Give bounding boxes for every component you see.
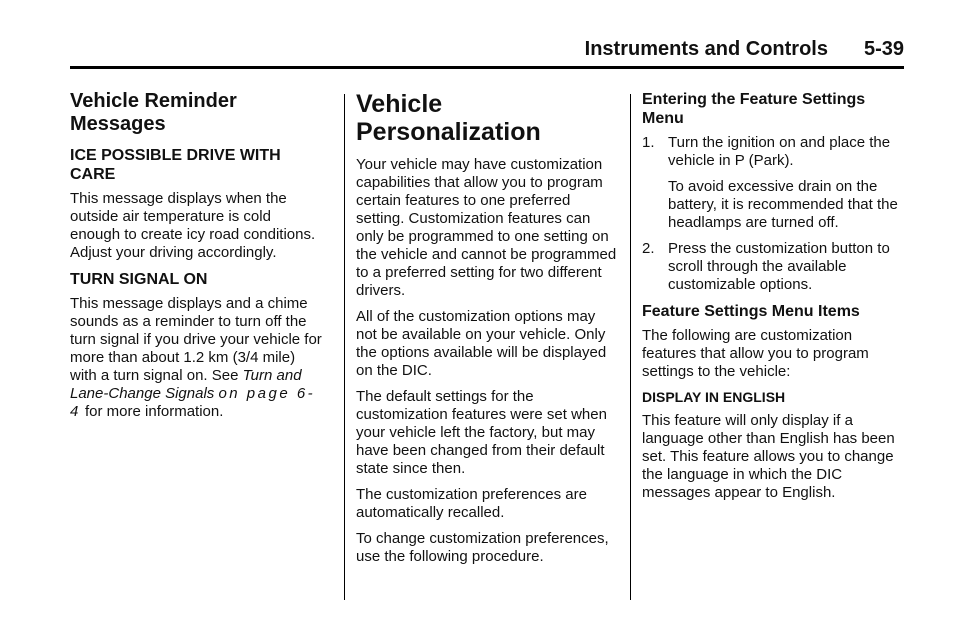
- step-number: 2.: [642, 240, 655, 257]
- section-title: Instruments and Controls: [584, 38, 828, 60]
- text: This message displays and a chime sounds as a reminder to turn off the turn signal if you drive your vehicle for more than about 1.2 km (3/4 mile) with a turn signal on. See: [70, 295, 322, 384]
- list-item: [642, 240, 904, 294]
- cross-reference-link[interactable]: Turn and Lane-Change Signals: [70, 367, 302, 402]
- text: for more information.: [80, 403, 224, 420]
- procedure-list: [642, 134, 904, 294]
- column-left: [70, 90, 322, 429]
- step-text: Press the customization button to scroll through the available customizable options.: [668, 240, 890, 293]
- heading-vehicle-reminder: Vehicle Reminder Messages: [70, 90, 237, 135]
- paragraph: The default settings for the customization features were set when your vehicle left the factory, but may have been changed from their default state since then.: [356, 388, 607, 477]
- page-header: [70, 38, 904, 69]
- paragraph: This message displays when the outside air temperature is cold enough to create icy road conditions. Adjust your driving accordingly.: [70, 190, 316, 261]
- column-right: [642, 90, 904, 510]
- step-number: 1.: [642, 134, 655, 151]
- subheading-ice-warning: ICE POSSIBLE DRIVE WITH CARE: [70, 147, 281, 183]
- list-item: [642, 134, 904, 232]
- paragraph: The customization preferences are automatically recalled.: [356, 486, 587, 521]
- paragraph: To change customization preferences, use the following procedure.: [356, 530, 609, 565]
- page-number: 5-39: [863, 38, 904, 60]
- paragraph: [70, 295, 322, 421]
- step-text: Turn the ignition on and place the vehicle in P (Park).: [668, 134, 891, 169]
- heading-entering-menu: Entering the Feature Settings Menu: [642, 91, 866, 127]
- column-middle: [356, 90, 618, 574]
- paragraph: This feature will only display if a language other than English has been set. This feature allows you to change the language in which the DIC messages appear to English.: [642, 412, 895, 501]
- subheading-menu-items: Feature Settings Menu Items: [642, 303, 860, 320]
- paragraph: The following are customization features that allow you to program settings to the vehicle:: [642, 327, 869, 380]
- subheading-display-english: DISPLAY IN ENGLISH: [642, 389, 786, 405]
- column-divider: [630, 94, 631, 600]
- paragraph: All of the customization options may not be available on your vehicle. Only the options available will be displayed on the DIC.: [356, 308, 607, 379]
- heading-vehicle-personalization: Vehicle Personalization: [356, 90, 541, 146]
- page-reference[interactable]: on page 6-4: [70, 385, 316, 420]
- paragraph: Your vehicle may have customization capabilities that allow you to program certain features to one preferred setting. Customization features can only be programmed to one setting on the vehicle and cannot be programmed to a preferred setting for two different drivers.: [356, 156, 617, 299]
- column-divider: [344, 94, 345, 600]
- step-note: To avoid excessive drain on the battery, it is recommended that the headlamps are turned off.: [668, 178, 898, 231]
- subheading-turn-signal: TURN SIGNAL ON: [70, 271, 208, 288]
